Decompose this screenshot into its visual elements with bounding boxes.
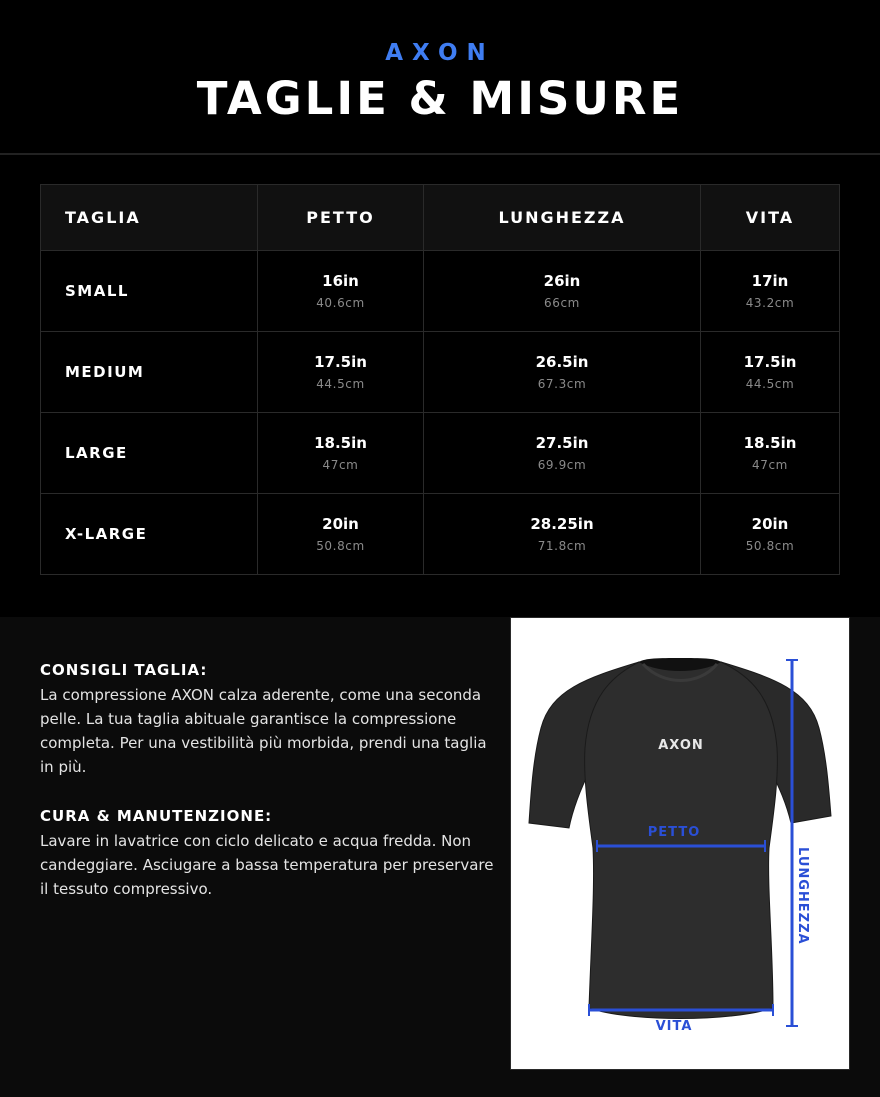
length-inches: 26.5in (535, 353, 589, 371)
fit-tips-title: CONSIGLI TAGLIA: (40, 661, 208, 679)
chest-inches: 17.5in (314, 353, 367, 371)
waist-inches: 18.5in (743, 434, 797, 452)
waist-cell (701, 413, 840, 494)
chest-cell (258, 494, 424, 575)
chest-cell (258, 251, 424, 332)
column-header-waist: VITA (701, 185, 840, 251)
info-section (0, 617, 880, 1097)
length-cell (424, 494, 701, 575)
column-header-size: TAGLIA (41, 185, 258, 251)
waist-inches: 17.5in (743, 353, 797, 371)
waist-cell (701, 332, 840, 413)
size-table-section (0, 155, 880, 616)
chest-label: PETTO (647, 825, 701, 840)
care-title: CURA & MANUTENZIONE: (40, 807, 273, 825)
column-header-chest: PETTO (258, 185, 424, 251)
chest-cm: 40.6cm (316, 296, 365, 310)
length-cell (424, 332, 701, 413)
chest-inches: 18.5in (314, 434, 367, 452)
shirt-logo: AXON (658, 738, 704, 753)
chest-cm: 47cm (322, 458, 359, 472)
chest-cm: 50.8cm (316, 539, 365, 553)
chest-inches: 20in (322, 515, 359, 533)
length-inches: 28.25in (530, 515, 594, 533)
shirt-diagram-svg (511, 618, 849, 1069)
table-row (41, 251, 840, 332)
page-title: TAGLIE & MISURE (196, 72, 684, 125)
fit-tips-text: La compressione AXON calza aderente, come una seconda pelle. La tua taglia abituale garantisce la compressione completa. Per una vestibilità più morbida, prendi una taglia in più. (40, 686, 487, 776)
care-block (40, 807, 500, 901)
column-header-length: LUNGHEZZA (424, 185, 701, 251)
page-header (0, 0, 880, 155)
size-name: MEDIUM (41, 332, 258, 413)
size-name: X-LARGE (41, 494, 258, 575)
waist-label: VITA (655, 1019, 693, 1034)
size-name: LARGE (41, 413, 258, 494)
waist-cm: 47cm (752, 458, 788, 472)
table-header-row (41, 185, 840, 251)
length-cm: 71.8cm (537, 539, 587, 553)
shirt-measurement-diagram (510, 617, 850, 1070)
care-text: Lavare in lavatrice con ciclo delicato e acqua fredda. Non candeggiare. Asciugare a bassa temperatura per preservare il tessuto compressivo. (40, 832, 494, 898)
length-cell (424, 251, 701, 332)
length-inches: 27.5in (535, 434, 589, 452)
chest-cell (258, 413, 424, 494)
size-name: SMALL (41, 251, 258, 332)
chest-inches: 16in (322, 272, 359, 290)
waist-inches: 17in (751, 272, 789, 290)
length-cm: 66cm (544, 296, 580, 310)
waist-cell (701, 251, 840, 332)
waist-cm: 44.5cm (745, 377, 795, 391)
fit-tips-block (40, 661, 500, 779)
shirt-body (585, 662, 778, 1019)
table-row (41, 413, 840, 494)
length-cm: 67.3cm (537, 377, 587, 391)
waist-inches: 20in (751, 515, 789, 533)
table-row (41, 494, 840, 575)
chest-cell (258, 332, 424, 413)
brand-name: AXON (385, 40, 495, 66)
notes-column (40, 661, 500, 901)
waist-cm: 43.2cm (745, 296, 795, 310)
waist-cell (701, 494, 840, 575)
chest-cm: 44.5cm (316, 377, 365, 391)
length-label: LUNGHEZZA (795, 847, 810, 945)
length-cell (424, 413, 701, 494)
length-cm: 69.9cm (537, 458, 587, 472)
table-row (41, 332, 840, 413)
length-inches: 26in (543, 272, 581, 290)
waist-cm: 50.8cm (745, 539, 795, 553)
size-table (40, 184, 840, 575)
